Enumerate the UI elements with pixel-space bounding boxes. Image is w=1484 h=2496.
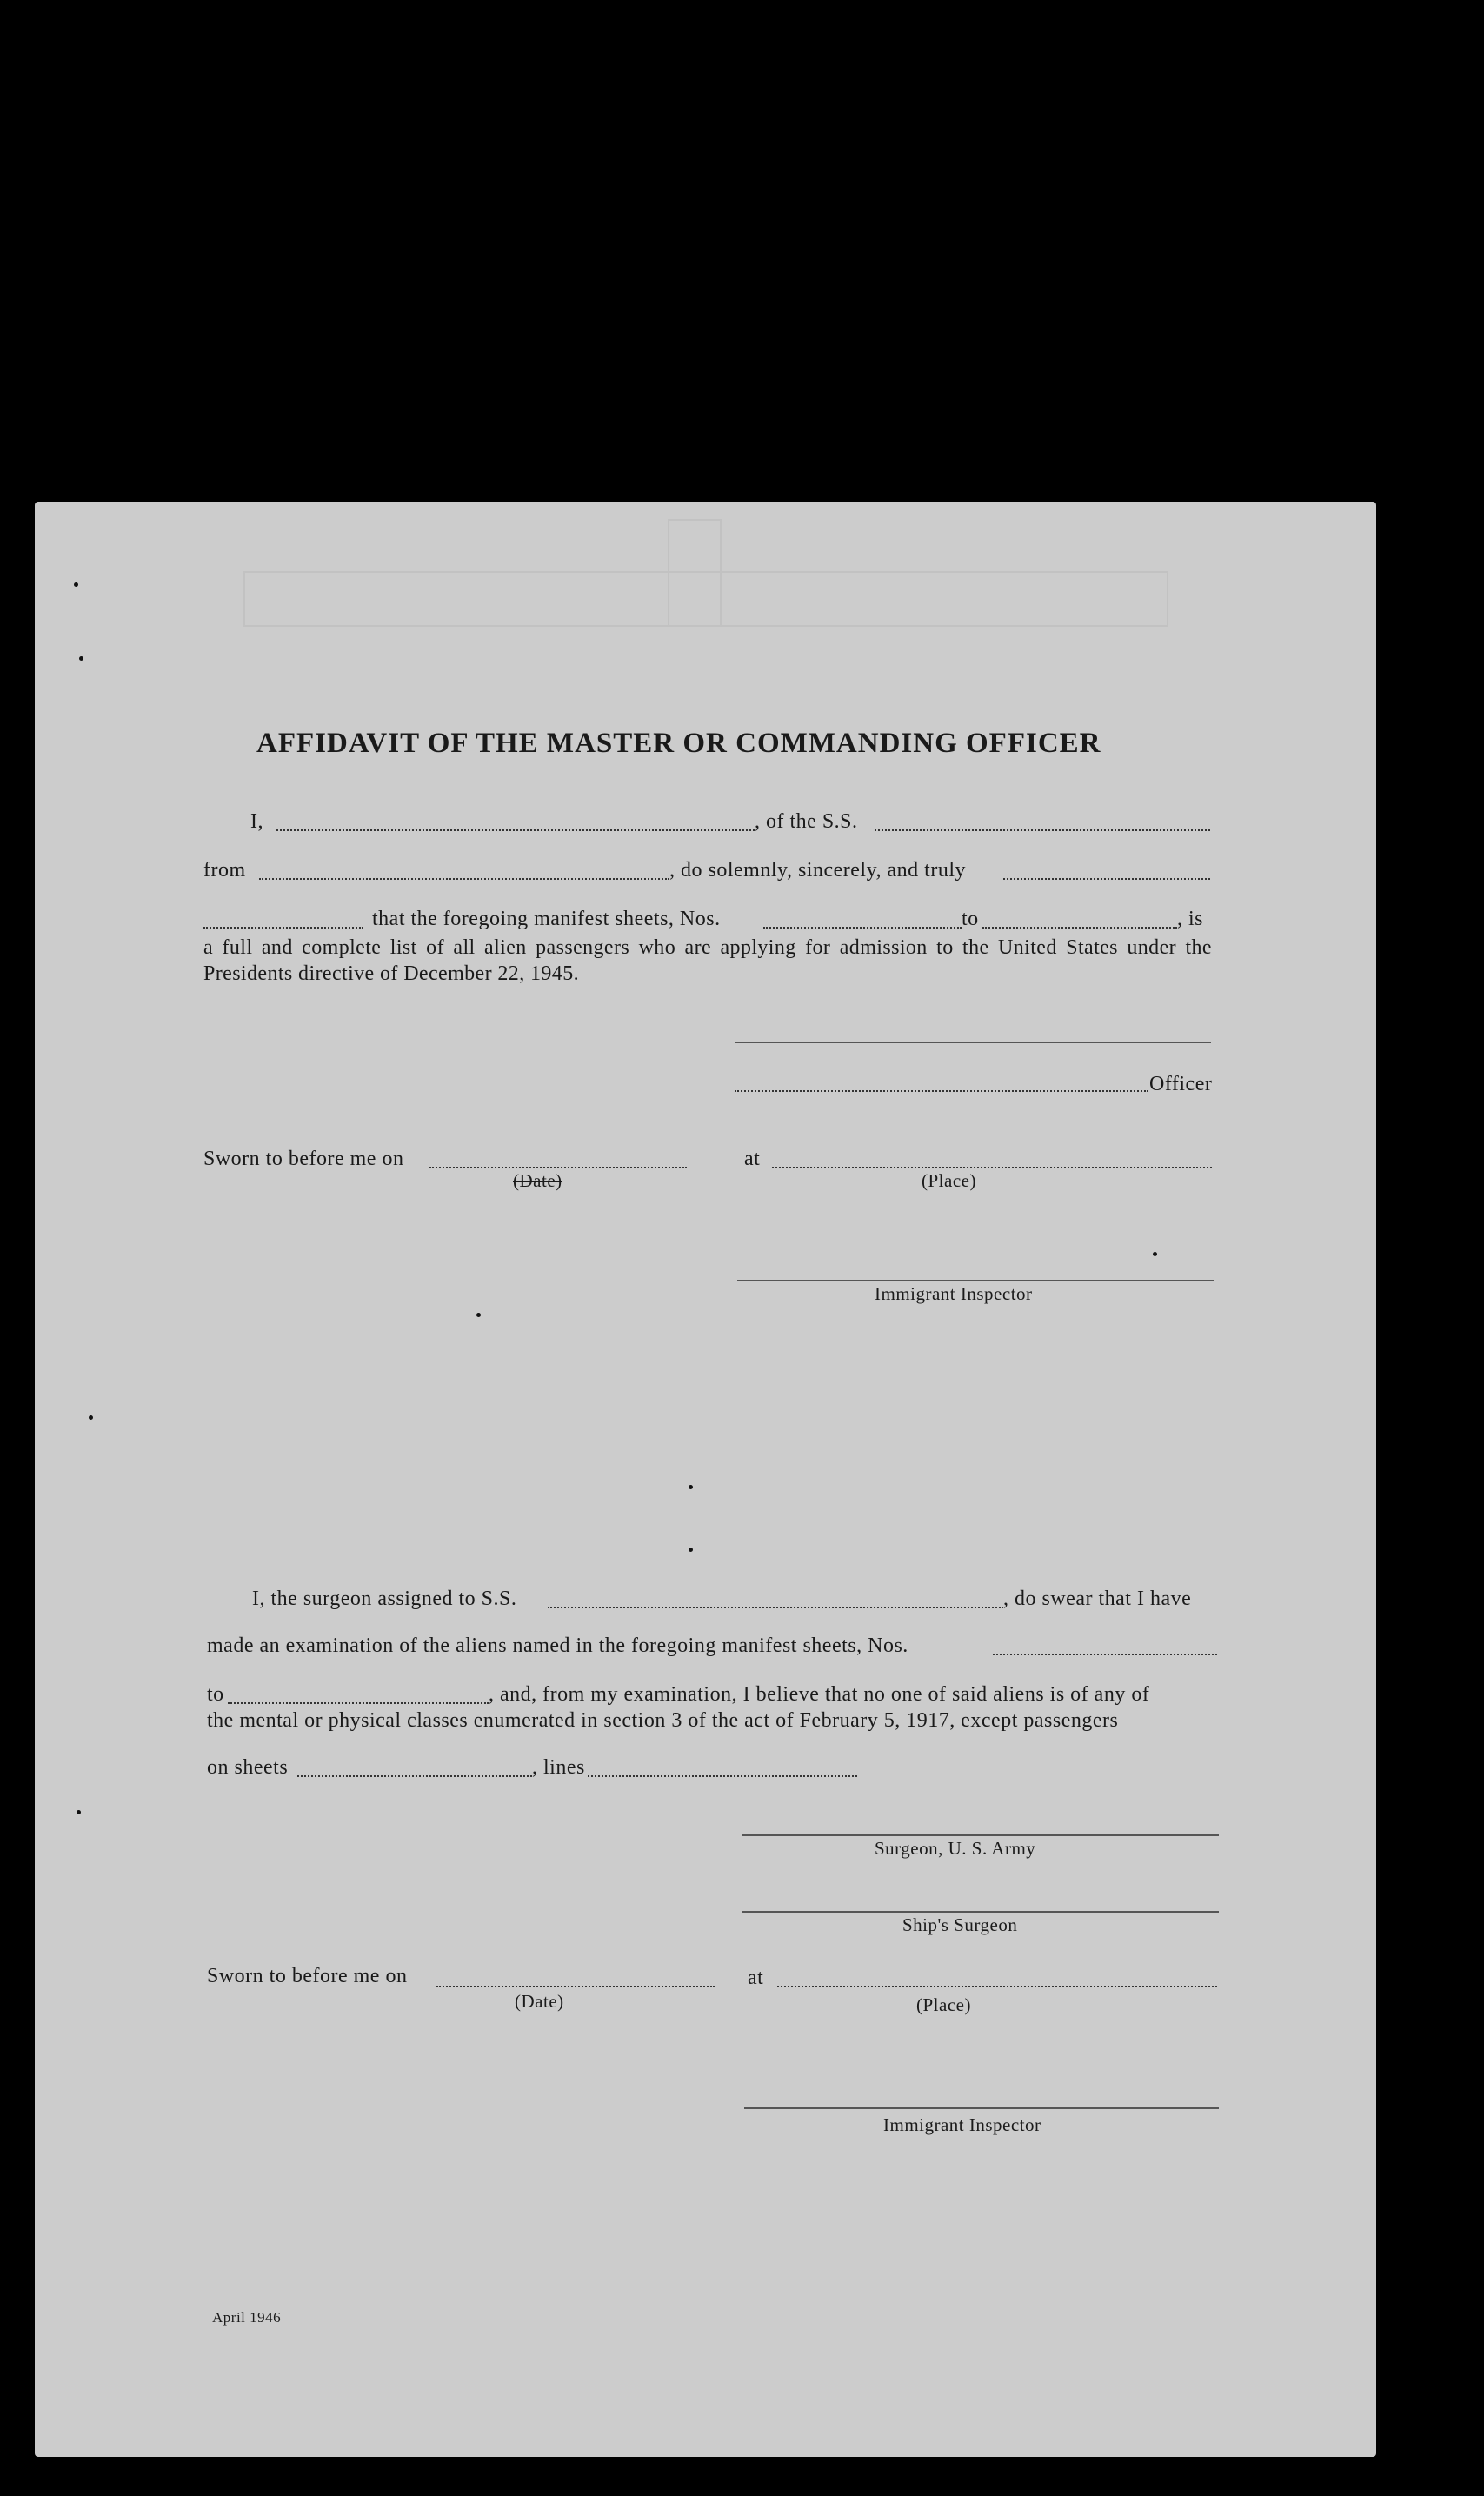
inspector-caption: Immigrant Inspector [875, 1283, 1033, 1304]
sheets-from-field[interactable] [763, 927, 962, 929]
i-label: I, [250, 810, 263, 833]
officer-label: Officer [1149, 1073, 1213, 1095]
swear-label: , do swear that I have [1003, 1587, 1192, 1610]
master-signature-line[interactable] [735, 1042, 1211, 1043]
scan-speck [89, 1415, 93, 1420]
surgeon-sworn-place-field[interactable] [777, 1986, 1217, 1987]
at-label: at [744, 1148, 761, 1170]
exam-sheets-to-field[interactable] [228, 1702, 489, 1704]
form-title: AFFIDAVIT OF THE MASTER OR COMMANDING OFFICER [256, 728, 1101, 759]
place-caption: (Place) [922, 1170, 976, 1191]
exception-lines-field[interactable] [588, 1775, 857, 1777]
surgeon-sworn-date-field[interactable] [436, 1986, 715, 1987]
examination-label: made an examination of the aliens named in the foregoing manifest sheets, Nos. [207, 1634, 908, 1657]
ship-surgeon-signature-line[interactable] [742, 1911, 1219, 1913]
sworn-place-field[interactable] [772, 1167, 1212, 1168]
surgeon-place-caption: (Place) [916, 1994, 971, 2015]
master-name-field[interactable] [276, 829, 755, 831]
inspector-signature-line[interactable] [737, 1280, 1214, 1281]
oath-type-field-2[interactable] [203, 927, 363, 929]
scan-speck [74, 582, 78, 587]
surgeon-ship-field[interactable] [548, 1607, 1003, 1608]
bleed-through-box [668, 519, 722, 627]
oath-type-field[interactable] [1003, 878, 1210, 880]
form-page [35, 502, 1376, 2457]
scan-speck [1153, 1252, 1157, 1256]
from-label: from [203, 859, 246, 882]
lines-label: , lines [532, 1756, 585, 1779]
exam-to-label: to [207, 1683, 224, 1706]
surgeon-statement: the mental or physical classes enumerated in section 3 of the act of February 5, 1917, except passengers [207, 1709, 1119, 1732]
from-exam-label: , and, from my examination, I believe that no one of said aliens is of any of [489, 1683, 1150, 1706]
scan-speck [79, 656, 83, 661]
army-surgeon-caption: Surgeon, U. S. Army [875, 1838, 1036, 1859]
is-label: , is [1177, 908, 1204, 930]
sheets-to-field[interactable] [982, 927, 1177, 929]
exception-sheets-field[interactable] [297, 1775, 532, 1777]
to-label: to [962, 908, 979, 930]
date-caption: (Date) [513, 1170, 562, 1191]
from-port-field[interactable] [259, 878, 669, 880]
army-surgeon-signature-line[interactable] [742, 1834, 1219, 1836]
form-date-footer: April 1946 [212, 2309, 282, 2326]
surgeon-sworn-label: Sworn to before me on [207, 1965, 408, 1987]
sworn-date-field[interactable] [429, 1167, 687, 1168]
surgeon-inspector-signature-line[interactable] [744, 2107, 1219, 2109]
on-sheets-label: on sheets [207, 1756, 289, 1779]
master-statement: a full and complete list of all alien passengers who are applying for admission to the United States under the Presidents directive of December 22, 1945. [203, 936, 1212, 985]
scan-speck [689, 1548, 693, 1552]
ship-name-field[interactable] [875, 829, 1210, 831]
exam-sheets-from-field[interactable] [993, 1654, 1217, 1655]
solemnly-label: , do solemnly, sincerely, and truly [669, 859, 966, 882]
scan-speck [689, 1485, 693, 1489]
scan-speck [476, 1313, 481, 1317]
officer-field[interactable] [735, 1090, 1148, 1092]
surgeon-inspector-caption: Immigrant Inspector [883, 2114, 1041, 2135]
surgeon-intro: I, the surgeon assigned to S.S. [252, 1587, 517, 1610]
surgeon-date-caption: (Date) [515, 1991, 564, 2012]
ship-surgeon-caption: Ship's Surgeon [902, 1914, 1018, 1935]
foregoing-sheets-label: that the foregoing manifest sheets, Nos. [372, 908, 721, 930]
scan-speck [77, 1810, 81, 1814]
surgeon-at-label: at [748, 1967, 764, 1989]
sworn-label: Sworn to before me on [203, 1148, 404, 1170]
of-ss-label: , of the S.S. [755, 810, 858, 833]
